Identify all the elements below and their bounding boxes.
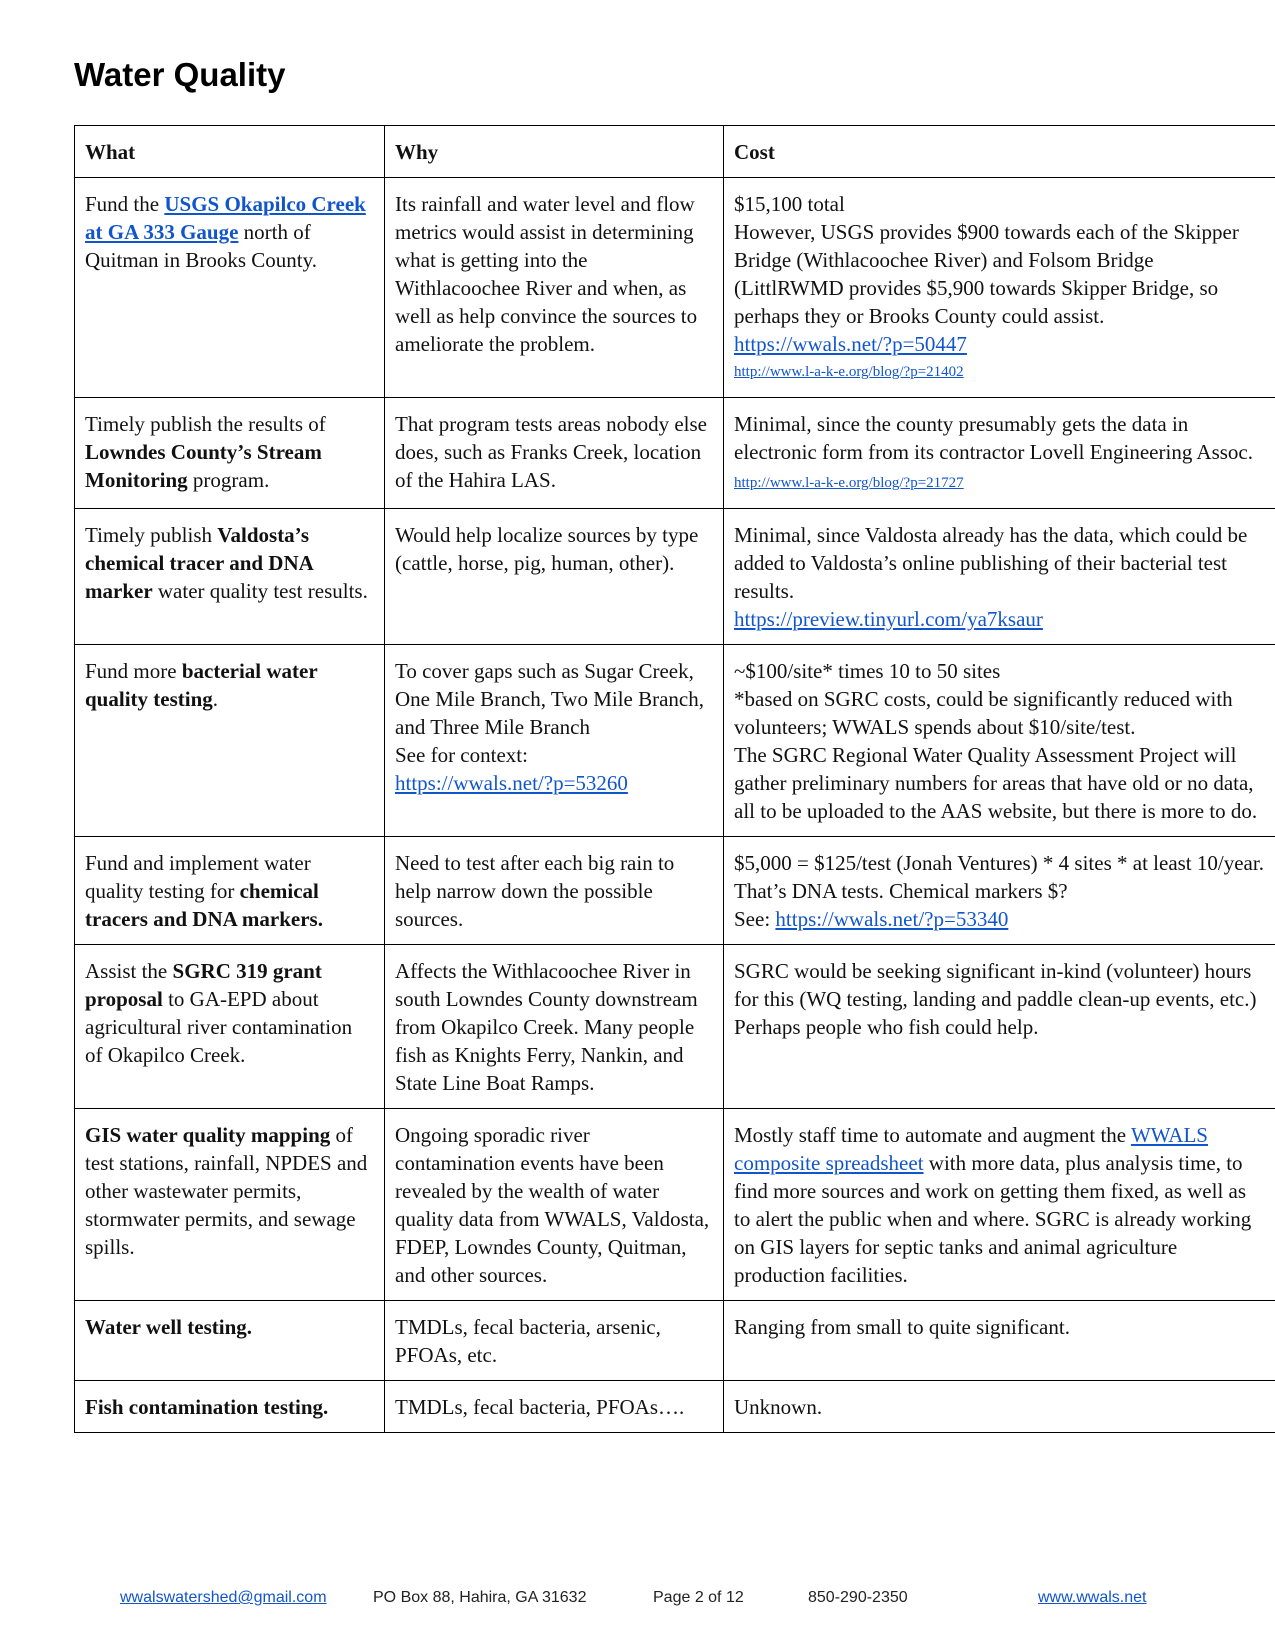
why-context: See for context: <box>395 743 528 767</box>
what-text: north of Quitman in Brooks County. <box>85 220 317 272</box>
what-cell <box>75 645 385 837</box>
footer-phone: 850-290-2350 <box>808 1589 908 1606</box>
what-bold: bacterial water quality testing <box>85 659 318 711</box>
cost-line: However, USGS provides $900 towards each of the Skipper Bridge (Withlacoochee River) and Folsom Bridge (LittlRWMD provides $5,900 towards Skipper Bridge, so perhaps they or Brooks County could assist. <box>734 220 1239 328</box>
why-text: To cover gaps such as Sugar Creek, One Mile Branch, Two Mile Branch, and Three Mile Branch <box>395 659 704 739</box>
header-cost: Cost <box>724 126 1275 178</box>
what-text: Timely publish <box>85 523 218 547</box>
table-row <box>75 398 1275 509</box>
why-cell: Would help localize sources by type (cattle, horse, pig, human, other). <box>385 509 724 645</box>
cost-line: That’s DNA tests. Chemical markers $? <box>734 879 1068 903</box>
cost-cell <box>724 509 1275 645</box>
table-row <box>75 945 1275 1109</box>
cost-cell <box>724 178 1275 398</box>
table-row <box>75 1301 1275 1381</box>
cost-cell <box>724 398 1275 509</box>
cost-text: with more data, plus analysis time, to find more sources and work on getting them fixed, as well as to alert the public when and where. SGRC is already working on GIS layers for septic tanks and animal agriculture production facilities. <box>734 1151 1252 1287</box>
usgs-gauge-link[interactable]: USGS Okapilco Creek at GA 333 Gauge <box>85 192 366 244</box>
what-text: program. <box>187 468 270 492</box>
what-text: Assist the <box>85 959 173 983</box>
table-row <box>75 645 1275 837</box>
header-why: Why <box>385 126 724 178</box>
what-cell <box>75 1381 385 1433</box>
wwals-link[interactable]: https://wwals.net/?p=53340 <box>775 907 1009 931</box>
what-bold: chemical tracers and DNA markers. <box>85 879 323 931</box>
cost-cell: Ranging from small to quite significant. <box>724 1301 1275 1381</box>
footer-email-link[interactable]: wwalswatershed@gmail.com <box>120 1589 327 1606</box>
cost-cell: SGRC would be seeking significant in-kind (volunteer) hours for this (WQ testing, landing and paddle clean-up events, etc.) Perhaps people who fish could help. <box>724 945 1275 1109</box>
cost-line: ~$100/site* times 10 to 50 sites <box>734 659 1001 683</box>
table-row <box>75 178 1275 398</box>
what-bold: Water well testing. <box>85 1315 252 1339</box>
cost-cell <box>724 1109 1275 1301</box>
what-bold: SGRC 319 grant proposal <box>85 959 322 1011</box>
what-bold: Valdosta’s chemical tracer and DNA marker <box>85 523 313 603</box>
table-row <box>75 1109 1275 1301</box>
cost-text: Mostly staff time to automate and augment the <box>734 1123 1131 1147</box>
lake-blog-link[interactable]: http://www.l-a-k-e.org/blog/?p=21727 <box>734 475 964 491</box>
cost-line: *based on SGRC costs, could be significantly reduced with volunteers; WWALS spends about $10/site/test. <box>734 687 1233 739</box>
what-cell <box>75 398 385 509</box>
wwals-link[interactable]: https://wwals.net/?p=53260 <box>395 771 628 795</box>
footer-website-link[interactable]: www.wwals.net <box>1038 1589 1147 1606</box>
why-cell: Ongoing sporadic river contamination events have been revealed by the wealth of water quality data from WWALS, Valdosta, FDEP, Lowndes County, Quitman, and other sources. <box>385 1109 724 1301</box>
header-what: What <box>75 126 385 178</box>
what-cell <box>75 837 385 945</box>
cost-cell <box>724 645 1275 837</box>
footer-page-number: Page 2 of 12 <box>653 1589 744 1606</box>
cost-text: Minimal, since the county presumably gets the data in electronic form from its contractor Lovell Engineering Assoc. <box>734 412 1254 464</box>
page-title: Water Quality <box>74 56 286 93</box>
table-header-row <box>75 126 1275 178</box>
tinyurl-link[interactable]: https://preview.tinyurl.com/ya7ksaur <box>734 607 1043 631</box>
cost-see-label: See: <box>734 907 776 931</box>
what-bold: Fish contamination testing. <box>85 1395 329 1419</box>
what-bold: GIS water quality mapping <box>85 1123 331 1147</box>
what-cell <box>75 1301 385 1381</box>
why-cell: TMDLs, fecal bacteria, arsenic, PFOAs, etc. <box>385 1301 724 1381</box>
lake-blog-link[interactable]: http://www.l-a-k-e.org/blog/?p=21402 <box>734 364 964 380</box>
why-cell: Affects the Withlacoochee River in south Lowndes County downstream from Okapilco Creek. Many people fish as Knights Ferry, Nankin, and State Line Boat Ramps. <box>385 945 724 1109</box>
cost-line: The SGRC Regional Water Quality Assessment Project will gather preliminary numbers for areas that have old or no data, all to be uploaded to the AAS website, but there is more to do. <box>734 743 1258 823</box>
why-cell: TMDLs, fecal bacteria, PFOAs…. <box>385 1381 724 1433</box>
what-text: Fund and implement water quality testing for <box>85 851 311 903</box>
cost-cell <box>724 837 1275 945</box>
what-cell <box>75 1109 385 1301</box>
footer-address: PO Box 88, Hahira, GA 31632 <box>373 1589 587 1606</box>
why-cell: That program tests areas nobody else does, such as Franks Creek, location of the Hahira LAS. <box>385 398 724 509</box>
what-text: Fund more <box>85 659 182 683</box>
what-cell <box>75 509 385 645</box>
table-row <box>75 1381 1275 1433</box>
why-cell: Need to test after each big rain to help narrow down the possible sources. <box>385 837 724 945</box>
what-text: water quality test results. <box>152 579 368 603</box>
cost-text: Minimal, since Valdosta already has the data, which could be added to Valdosta’s online publishing of their bacterial test results. <box>734 523 1248 603</box>
what-text: Fund the <box>85 192 165 216</box>
table-row <box>75 509 1275 645</box>
water-quality-table <box>74 125 1275 1433</box>
why-cell: Its rainfall and water level and flow metrics would assist in determining what is getting into the Withlacoochee River and when, as well as help convince the sources to ameliorate the problem. <box>385 178 724 398</box>
what-cell <box>75 178 385 398</box>
wwals-link[interactable]: https://wwals.net/?p=50447 <box>734 332 967 356</box>
why-cell <box>385 645 724 837</box>
what-bold: Lowndes County’s Stream Monitoring <box>85 440 322 492</box>
cost-cell: Unknown. <box>724 1381 1275 1433</box>
what-text: Timely publish the results of <box>85 412 326 436</box>
cost-line: $5,000 = $125/test (Jonah Ventures) * 4 sites * at least 10/year. <box>734 851 1264 875</box>
what-text: to GA-EPD about agricultural river contamination of Okapilco Creek. <box>85 987 353 1067</box>
table-row <box>75 837 1275 945</box>
composite-spreadsheet-link[interactable]: WWALS composite spreadsheet <box>734 1123 1208 1175</box>
cost-line: $15,100 total <box>734 192 845 216</box>
what-text: . <box>212 687 219 711</box>
what-cell <box>75 945 385 1109</box>
what-text: of test stations, rainfall, NPDES and other wastewater permits, stormwater permits, and sewage spills. <box>85 1123 368 1259</box>
cost-see-line <box>734 905 1267 933</box>
